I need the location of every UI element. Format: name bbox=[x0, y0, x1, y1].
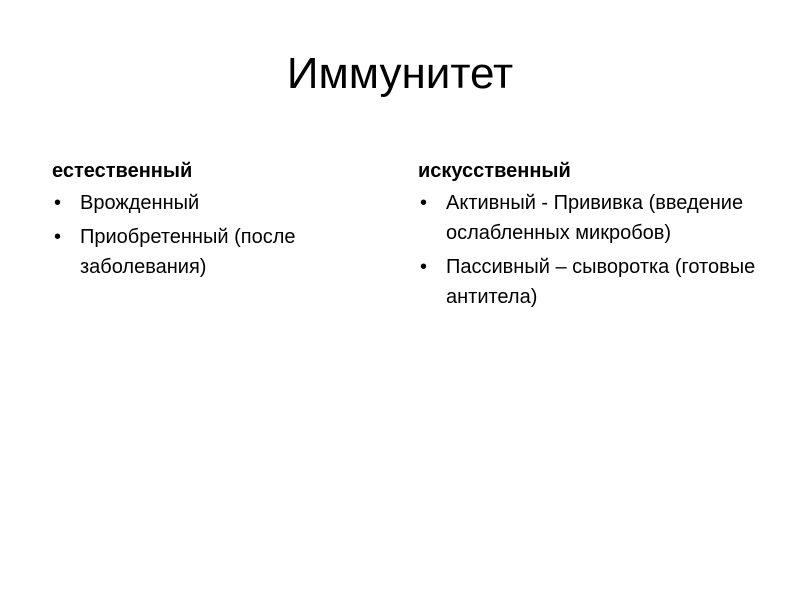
bullet-icon: • bbox=[54, 226, 62, 248]
natural-immunity-list bbox=[52, 188, 382, 282]
list-item-text: Пассивный – сыворотка (готовые антитела) bbox=[446, 256, 756, 308]
list-item bbox=[52, 188, 382, 218]
list-item bbox=[418, 252, 758, 312]
list-item-text: Приобретенный (после заболевания) bbox=[80, 226, 296, 278]
slide-title: Иммунитет bbox=[286, 49, 514, 98]
natural-immunity-column bbox=[52, 156, 382, 286]
bullet-icon: • bbox=[420, 256, 428, 278]
bullet-icon: • bbox=[420, 192, 428, 214]
list-item bbox=[418, 188, 758, 248]
artificial-immunity-list bbox=[418, 188, 758, 312]
natural-immunity-heading: естественный bbox=[52, 160, 193, 182]
list-item-text: Активный - Прививка (введение ослабленных микробов) bbox=[446, 192, 744, 244]
bullet-icon: • bbox=[54, 192, 62, 214]
artificial-immunity-column bbox=[418, 156, 758, 316]
list-item bbox=[52, 222, 382, 282]
artificial-immunity-heading: искусственный bbox=[418, 160, 571, 182]
list-item-text: Врожденный bbox=[80, 192, 200, 214]
